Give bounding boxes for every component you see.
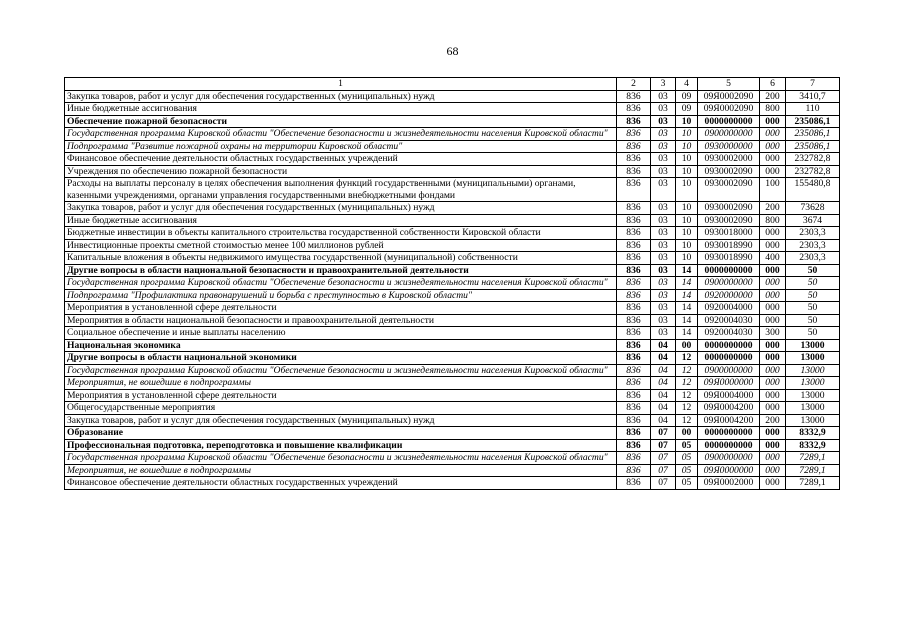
target-article-cell: 0930002090 <box>698 202 760 215</box>
subsection-cell: 09 <box>676 90 698 103</box>
target-article-cell: 0900000000 <box>698 128 760 141</box>
subsection-cell: 14 <box>676 314 698 327</box>
section-cell: 03 <box>651 214 676 227</box>
amount-cell: 50 <box>786 302 840 315</box>
row-name-cell: Мероприятия в установленной сфере деятельности <box>65 302 617 315</box>
expense-type-cell: 000 <box>760 477 786 490</box>
amount-cell: 73628 <box>786 202 840 215</box>
subsection-cell: 05 <box>676 477 698 490</box>
section-cell: 04 <box>651 339 676 352</box>
subsection-cell: 12 <box>676 364 698 377</box>
amount-cell: 50 <box>786 289 840 302</box>
target-article-cell: 0930002090 <box>698 214 760 227</box>
table-row <box>65 302 840 315</box>
row-name-cell: Другие вопросы в области национальной экономики <box>65 352 617 365</box>
section-cell: 04 <box>651 352 676 365</box>
subsection-cell: 10 <box>676 252 698 265</box>
section-cell: 07 <box>651 427 676 440</box>
table-row <box>65 227 840 240</box>
table-row <box>65 178 840 202</box>
expense-type-cell: 800 <box>760 214 786 227</box>
target-article-cell: 09Я0002090 <box>698 103 760 116</box>
amount-cell: 110 <box>786 103 840 116</box>
section-cell: 04 <box>651 402 676 415</box>
expense-type-cell: 000 <box>760 452 786 465</box>
amount-cell: 50 <box>786 314 840 327</box>
column-header: 4 <box>676 78 698 91</box>
row-name-cell: Национальная экономика <box>65 339 617 352</box>
amount-cell: 2303,3 <box>786 239 840 252</box>
row-name-cell: Бюджетные инвестиции в объекты капитального строительства государственной собственности Кировской области <box>65 227 617 240</box>
subsection-cell: 10 <box>676 153 698 166</box>
row-name-cell: Другие вопросы в области национальной безопасности и правоохранительной деятельности <box>65 264 617 277</box>
ministry-code-cell: 836 <box>617 178 651 202</box>
ministry-code-cell: 836 <box>617 252 651 265</box>
expense-type-cell: 000 <box>760 464 786 477</box>
subsection-cell: 10 <box>676 115 698 128</box>
table-row <box>65 352 840 365</box>
amount-cell: 50 <box>786 277 840 290</box>
target-article-cell: 0900000000 <box>698 277 760 290</box>
ministry-code-cell: 836 <box>617 452 651 465</box>
expense-type-cell: 000 <box>760 264 786 277</box>
target-article-cell: 0000000000 <box>698 339 760 352</box>
section-cell: 03 <box>651 314 676 327</box>
subsection-cell: 14 <box>676 302 698 315</box>
section-cell: 04 <box>651 364 676 377</box>
amount-cell: 235086,1 <box>786 140 840 153</box>
section-cell: 07 <box>651 477 676 490</box>
expense-type-cell: 000 <box>760 115 786 128</box>
row-name-cell: Закупка товаров, работ и услуг для обеспечения государственных (муниципальных) нужд <box>65 90 617 103</box>
row-name-cell: Инвестиционные проекты сметной стоимостью менее 100 миллионов рублей <box>65 239 617 252</box>
amount-cell: 13000 <box>786 377 840 390</box>
section-cell: 03 <box>651 165 676 178</box>
subsection-cell: 09 <box>676 103 698 116</box>
amount-cell: 13000 <box>786 402 840 415</box>
expense-type-cell: 000 <box>760 239 786 252</box>
subsection-cell: 12 <box>676 414 698 427</box>
expense-type-cell: 000 <box>760 227 786 240</box>
table-body <box>65 78 840 490</box>
row-name-cell: Закупка товаров, работ и услуг для обеспечения государственных (муниципальных) нужд <box>65 414 617 427</box>
target-article-cell: 0900000000 <box>698 364 760 377</box>
section-cell: 07 <box>651 452 676 465</box>
section-cell: 03 <box>651 252 676 265</box>
subsection-cell: 00 <box>676 339 698 352</box>
section-cell: 03 <box>651 289 676 302</box>
amount-cell: 155480,8 <box>786 178 840 202</box>
subsection-cell: 00 <box>676 427 698 440</box>
section-cell: 03 <box>651 115 676 128</box>
section-cell: 03 <box>651 302 676 315</box>
expense-type-cell: 000 <box>760 439 786 452</box>
table-row <box>65 239 840 252</box>
expense-type-cell: 000 <box>760 352 786 365</box>
ministry-code-cell: 836 <box>617 103 651 116</box>
amount-cell: 13000 <box>786 364 840 377</box>
table-row <box>65 477 840 490</box>
amount-cell: 3674 <box>786 214 840 227</box>
subsection-cell: 10 <box>676 128 698 141</box>
section-cell: 03 <box>651 178 676 202</box>
row-name-cell: Государственная программа Кировской области "Обеспечение безопасности и жизнедеятельности населения Кировской области" <box>65 277 617 290</box>
ministry-code-cell: 836 <box>617 165 651 178</box>
target-article-cell: 0920004030 <box>698 314 760 327</box>
table-row <box>65 439 840 452</box>
section-cell: 03 <box>651 90 676 103</box>
ministry-code-cell: 836 <box>617 427 651 440</box>
ministry-code-cell: 836 <box>617 202 651 215</box>
subsection-cell: 12 <box>676 352 698 365</box>
ministry-code-cell: 836 <box>617 464 651 477</box>
ministry-code-cell: 836 <box>617 352 651 365</box>
amount-cell: 13000 <box>786 339 840 352</box>
expense-type-cell: 000 <box>760 427 786 440</box>
row-name-cell: Государственная программа Кировской области "Обеспечение безопасности и жизнедеятельности населения Кировской области" <box>65 452 617 465</box>
column-header: 1 <box>65 78 617 91</box>
row-name-cell: Социальное обеспечение и иные выплаты населению <box>65 327 617 340</box>
target-article-cell: 0920004000 <box>698 302 760 315</box>
section-cell: 03 <box>651 202 676 215</box>
table-row <box>65 452 840 465</box>
row-name-cell: Финансовое обеспечение деятельности областных государственных учреждений <box>65 477 617 490</box>
section-cell: 04 <box>651 377 676 390</box>
section-cell: 03 <box>651 327 676 340</box>
table-row <box>65 103 840 116</box>
row-name-cell: Мероприятия, не вошедшие в подпрограммы <box>65 377 617 390</box>
section-cell: 03 <box>651 128 676 141</box>
section-cell: 03 <box>651 153 676 166</box>
ministry-code-cell: 836 <box>617 327 651 340</box>
table-row <box>65 90 840 103</box>
ministry-code-cell: 836 <box>617 264 651 277</box>
expense-type-cell: 000 <box>760 140 786 153</box>
amount-cell: 2303,3 <box>786 227 840 240</box>
expense-type-cell: 000 <box>760 314 786 327</box>
row-name-cell: Подпрограмма "Профилактика правонарушений и борьба с преступностью в Кировской области" <box>65 289 617 302</box>
section-cell: 03 <box>651 264 676 277</box>
column-header: 2 <box>617 78 651 91</box>
table-row <box>65 128 840 141</box>
ministry-code-cell: 836 <box>617 439 651 452</box>
expense-type-cell: 000 <box>760 302 786 315</box>
table-row <box>65 314 840 327</box>
table-row <box>65 377 840 390</box>
subsection-cell: 05 <box>676 439 698 452</box>
row-name-cell: Общегосударственные мероприятия <box>65 402 617 415</box>
amount-cell: 50 <box>786 327 840 340</box>
ministry-code-cell: 836 <box>617 277 651 290</box>
target-article-cell: 0930002090 <box>698 178 760 202</box>
row-name-cell: Мероприятия в области национальной безопасности и правоохранительной деятельности <box>65 314 617 327</box>
table-row <box>65 153 840 166</box>
target-article-cell: 0930000000 <box>698 140 760 153</box>
row-name-cell: Иные бюджетные ассигнования <box>65 103 617 116</box>
expense-type-cell: 200 <box>760 414 786 427</box>
expense-type-cell: 100 <box>760 178 786 202</box>
subsection-cell: 14 <box>676 327 698 340</box>
ministry-code-cell: 836 <box>617 477 651 490</box>
budget-table <box>64 77 840 490</box>
row-name-cell: Обеспечение пожарной безопасности <box>65 115 617 128</box>
amount-cell: 8332,9 <box>786 439 840 452</box>
amount-cell: 7289,1 <box>786 452 840 465</box>
subsection-cell: 12 <box>676 402 698 415</box>
row-name-cell: Иные бюджетные ассигнования <box>65 214 617 227</box>
table-row <box>65 165 840 178</box>
table-row <box>65 414 840 427</box>
expense-type-cell: 000 <box>760 153 786 166</box>
table-row <box>65 464 840 477</box>
subsection-cell: 10 <box>676 227 698 240</box>
expense-type-cell: 000 <box>760 389 786 402</box>
ministry-code-cell: 836 <box>617 414 651 427</box>
subsection-cell: 12 <box>676 377 698 390</box>
expense-type-cell: 300 <box>760 327 786 340</box>
table-row <box>65 402 840 415</box>
row-name-cell: Учреждения по обеспечению пожарной безопасности <box>65 165 617 178</box>
target-article-cell: 0000000000 <box>698 427 760 440</box>
row-name-cell: Закупка товаров, работ и услуг для обеспечения государственных (муниципальных) нужд <box>65 202 617 215</box>
section-cell: 03 <box>651 227 676 240</box>
subsection-cell: 10 <box>676 165 698 178</box>
subsection-cell: 10 <box>676 214 698 227</box>
target-article-cell: 09Я0002090 <box>698 90 760 103</box>
expense-type-cell: 000 <box>760 364 786 377</box>
expense-type-cell: 200 <box>760 90 786 103</box>
table-row <box>65 389 840 402</box>
row-name-cell: Государственная программа Кировской области "Обеспечение безопасности и жизнедеятельности населения Кировской области" <box>65 364 617 377</box>
section-cell: 03 <box>651 277 676 290</box>
target-article-cell: 0900000000 <box>698 452 760 465</box>
section-cell: 07 <box>651 464 676 477</box>
ministry-code-cell: 836 <box>617 239 651 252</box>
amount-cell: 235086,1 <box>786 128 840 141</box>
subsection-cell: 10 <box>676 202 698 215</box>
amount-cell: 13000 <box>786 414 840 427</box>
amount-cell: 13000 <box>786 389 840 402</box>
table-row <box>65 339 840 352</box>
expense-type-cell: 200 <box>760 202 786 215</box>
table-row <box>65 115 840 128</box>
ministry-code-cell: 836 <box>617 90 651 103</box>
ministry-code-cell: 836 <box>617 314 651 327</box>
expense-type-cell: 000 <box>760 377 786 390</box>
target-article-cell: 0930018990 <box>698 239 760 252</box>
expense-type-cell: 800 <box>760 103 786 116</box>
amount-cell: 7289,1 <box>786 464 840 477</box>
expense-type-cell: 000 <box>760 128 786 141</box>
expense-type-cell: 000 <box>760 277 786 290</box>
table-row <box>65 364 840 377</box>
ministry-code-cell: 836 <box>617 402 651 415</box>
target-article-cell: 0920004030 <box>698 327 760 340</box>
subsection-cell: 14 <box>676 264 698 277</box>
target-article-cell: 09Я0004200 <box>698 402 760 415</box>
amount-cell: 3410,7 <box>786 90 840 103</box>
ministry-code-cell: 836 <box>617 302 651 315</box>
expense-type-cell: 000 <box>760 402 786 415</box>
ministry-code-cell: 836 <box>617 389 651 402</box>
target-article-cell: 09Я0004200 <box>698 414 760 427</box>
row-name-cell: Капитальные вложения в объекты недвижимого имущества государственной (муниципальной) собственности <box>65 252 617 265</box>
table-row <box>65 327 840 340</box>
amount-cell: 8332,9 <box>786 427 840 440</box>
table-row <box>65 140 840 153</box>
section-cell: 03 <box>651 239 676 252</box>
target-article-cell: 0930002090 <box>698 165 760 178</box>
amount-cell: 2303,3 <box>786 252 840 265</box>
subsection-cell: 05 <box>676 464 698 477</box>
target-article-cell: 09Я0000000 <box>698 377 760 390</box>
expense-type-cell: 400 <box>760 252 786 265</box>
expense-type-cell: 000 <box>760 339 786 352</box>
row-name-cell: Государственная программа Кировской области "Обеспечение безопасности и жизнедеятельности населения Кировской области" <box>65 128 617 141</box>
subsection-cell: 10 <box>676 239 698 252</box>
ministry-code-cell: 836 <box>617 227 651 240</box>
target-article-cell: 0000000000 <box>698 264 760 277</box>
target-article-cell: 0920000000 <box>698 289 760 302</box>
ministry-code-cell: 836 <box>617 339 651 352</box>
table-row <box>65 214 840 227</box>
target-article-cell: 0930002000 <box>698 153 760 166</box>
subsection-cell: 10 <box>676 140 698 153</box>
row-name-cell: Расходы на выплаты персоналу в целях обеспечения выполнения функций государственными (муниципальными) органами, казенными учреждениями, органами управления государственными внебюджетными фондами <box>65 178 617 202</box>
column-header: 6 <box>760 78 786 91</box>
section-cell: 04 <box>651 414 676 427</box>
table-row <box>65 289 840 302</box>
row-name-cell: Финансовое обеспечение деятельности областных государственных учреждений <box>65 153 617 166</box>
subsection-cell: 14 <box>676 277 698 290</box>
target-article-cell: 0000000000 <box>698 439 760 452</box>
row-name-cell: Мероприятия в установленной сфере деятельности <box>65 389 617 402</box>
expense-type-cell: 000 <box>760 165 786 178</box>
ministry-code-cell: 836 <box>617 214 651 227</box>
row-name-cell: Подпрограмма "Развитие пожарной охраны на территории Кировской области" <box>65 140 617 153</box>
table-row <box>65 427 840 440</box>
row-name-cell: Образование <box>65 427 617 440</box>
ministry-code-cell: 836 <box>617 128 651 141</box>
section-cell: 03 <box>651 103 676 116</box>
target-article-cell: 0930018990 <box>698 252 760 265</box>
amount-cell: 50 <box>786 264 840 277</box>
target-article-cell: 0930018000 <box>698 227 760 240</box>
target-article-cell: 0000000000 <box>698 115 760 128</box>
section-cell: 07 <box>651 439 676 452</box>
table-row <box>65 277 840 290</box>
table-row <box>65 264 840 277</box>
subsection-cell: 05 <box>676 452 698 465</box>
target-article-cell: 0000000000 <box>698 352 760 365</box>
row-name-cell: Мероприятия, не вошедшие в подпрограммы <box>65 464 617 477</box>
ministry-code-cell: 836 <box>617 153 651 166</box>
subsection-cell: 10 <box>676 178 698 202</box>
column-header: 7 <box>786 78 840 91</box>
ministry-code-cell: 836 <box>617 140 651 153</box>
amount-cell: 232782,8 <box>786 165 840 178</box>
amount-cell: 232782,8 <box>786 153 840 166</box>
section-cell: 03 <box>651 140 676 153</box>
page-number: 68 <box>446 44 459 58</box>
row-name-cell: Профессиональная подготовка, переподготовка и повышение квалификации <box>65 439 617 452</box>
column-header: 3 <box>651 78 676 91</box>
ministry-code-cell: 836 <box>617 289 651 302</box>
expense-type-cell: 000 <box>760 289 786 302</box>
column-header: 5 <box>698 78 760 91</box>
amount-cell: 235086,1 <box>786 115 840 128</box>
target-article-cell: 09Я0004000 <box>698 389 760 402</box>
amount-cell: 7289,1 <box>786 477 840 490</box>
target-article-cell: 09Я0002000 <box>698 477 760 490</box>
ministry-code-cell: 836 <box>617 115 651 128</box>
target-article-cell: 09Я0000000 <box>698 464 760 477</box>
ministry-code-cell: 836 <box>617 364 651 377</box>
section-cell: 04 <box>651 389 676 402</box>
subsection-cell: 14 <box>676 289 698 302</box>
table-row <box>65 202 840 215</box>
amount-cell: 13000 <box>786 352 840 365</box>
ministry-code-cell: 836 <box>617 377 651 390</box>
subsection-cell: 12 <box>676 389 698 402</box>
header-row <box>65 78 840 91</box>
table-row <box>65 252 840 265</box>
